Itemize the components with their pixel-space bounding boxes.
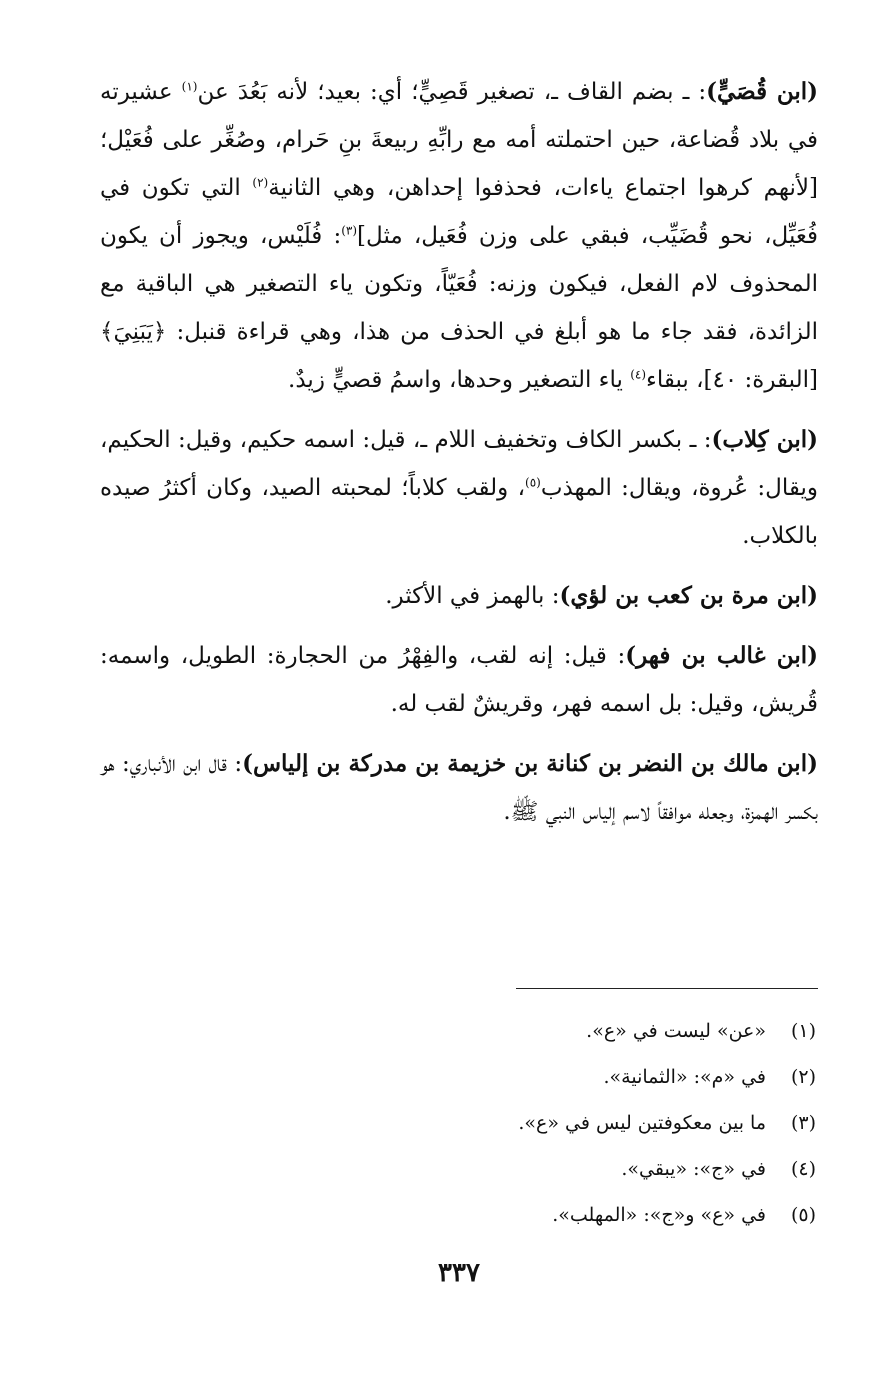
paragraph-text: التي تكون في فُعَيِّل، نحو قُضَيِّب، فبقي على وزن فُعَيل، مثل] <box>100 175 818 249</box>
footnote-item <box>100 1146 818 1192</box>
paragraph-text: ، ولقب كلاباً؛ لمحبته الصيد، وكان أكثرُ صيده بالكلاب. <box>100 475 818 549</box>
paragraph-ghalib <box>100 632 818 728</box>
entry-heading: (ابن مالك بن النضر بن كنانة بن خزيمة بن مدركة بن إلياس) <box>242 750 818 777</box>
entry-heading: (ابن قُصَيٍّ) <box>706 78 818 105</box>
paragraph-text: : فُلَيْس، ويجوز أن يكون المحذوف لام الفعل، فيكون وزنه: فُعَيّاً، وتكون ياء التصغير هي الباقية مع الزائدة، فقد جاء ما هو أبلغ في الحذف من هذا، وهي قراءة قنبل: ﴿يَبَنِيَ﴾ [البقرة: ٤٠]، ببقاء <box>100 223 818 393</box>
paragraph-text: : ـ بضم القاف ـ، تصغير قَصِيٍّ؛ أي: بعيد؛ لأنه بَعُدَ عن <box>197 79 707 105</box>
paragraph-malik <box>100 740 818 836</box>
footnote-divider <box>516 988 818 989</box>
paragraph-murra <box>100 572 818 620</box>
entry-heading: (ابن كِلاب) <box>711 426 818 453</box>
footnote-number: (٤) <box>790 1158 816 1180</box>
footnote-ref[interactable]: (٥) <box>525 475 541 490</box>
paragraph-qusayy <box>100 68 818 404</box>
footnote-ref[interactable]: (١) <box>181 79 198 94</box>
paragraph-text: : قال ابن الأنباري: هو بكسر الهمزة، وجعله موافقاً لاسم إلياس النبي ﷺ. <box>100 751 818 825</box>
paragraph-text: : ـ بكسر الكاف وتخفيف اللام ـ، قيل: اسمه حكيم، وقيل: الحكيم، ويقال: عُروة، ويقال: المهذب <box>100 427 818 501</box>
footnote-text: في «م»: «الثمانية». <box>603 1066 766 1088</box>
footnote-number: (٢) <box>790 1066 816 1088</box>
footnote-ref[interactable]: (٤) <box>630 367 647 382</box>
paragraph-text: ياء التصغير وحدها، واسمُ قصيٍّ زيدٌ. <box>288 367 631 393</box>
footnote-text: في «ج»: «يبقي». <box>621 1158 766 1180</box>
footnote-number: (٥) <box>790 1204 816 1226</box>
footnote-item <box>100 1054 818 1100</box>
footnote-item <box>100 1008 818 1054</box>
paragraph-kilab <box>100 416 818 560</box>
footnote-item <box>100 1100 818 1146</box>
paragraph-text: : قيل: إنه لقب، والفِهْرُ من الحجارة: الطويل، واسمه: قُريش، وقيل: بل اسمه فهر، وقريشٌ لقب له. <box>100 643 818 717</box>
footnote-text: «عن» ليست في «ع». <box>586 1020 766 1042</box>
footnote-ref[interactable]: (٣) <box>341 223 358 238</box>
footnote-ref[interactable]: (٢) <box>252 175 269 190</box>
footnote-item <box>100 1192 818 1238</box>
paragraph-text: عشيرته في بلاد قُضاعة، حين احتملته أمه مع رابِّهِ ربيعةَ بنِ حَرام، وصُغِّر على فُعَيْل؛ [لأنهم كرهوا اجتماع ياءات، فحذفوا إحداهن، وهي الثانية <box>100 79 819 201</box>
page-number: ٣٣٧ <box>438 1258 480 1288</box>
footnote-text: في «ع» و«ج»: «المهلب». <box>552 1204 766 1226</box>
paragraph-text: : بالهمز في الأكثر. <box>385 583 560 609</box>
entry-heading: (ابن مرة بن كعب بن لؤي) <box>559 582 818 609</box>
entry-heading: (ابن غالب بن فهر) <box>625 642 818 669</box>
page-body <box>100 68 819 1288</box>
footnote-text: ما بين معكوفتين ليس في «ع». <box>518 1112 766 1134</box>
footnotes <box>100 1008 818 1238</box>
footnote-number: (١) <box>790 1020 816 1042</box>
footnote-number: (٣) <box>790 1112 816 1134</box>
